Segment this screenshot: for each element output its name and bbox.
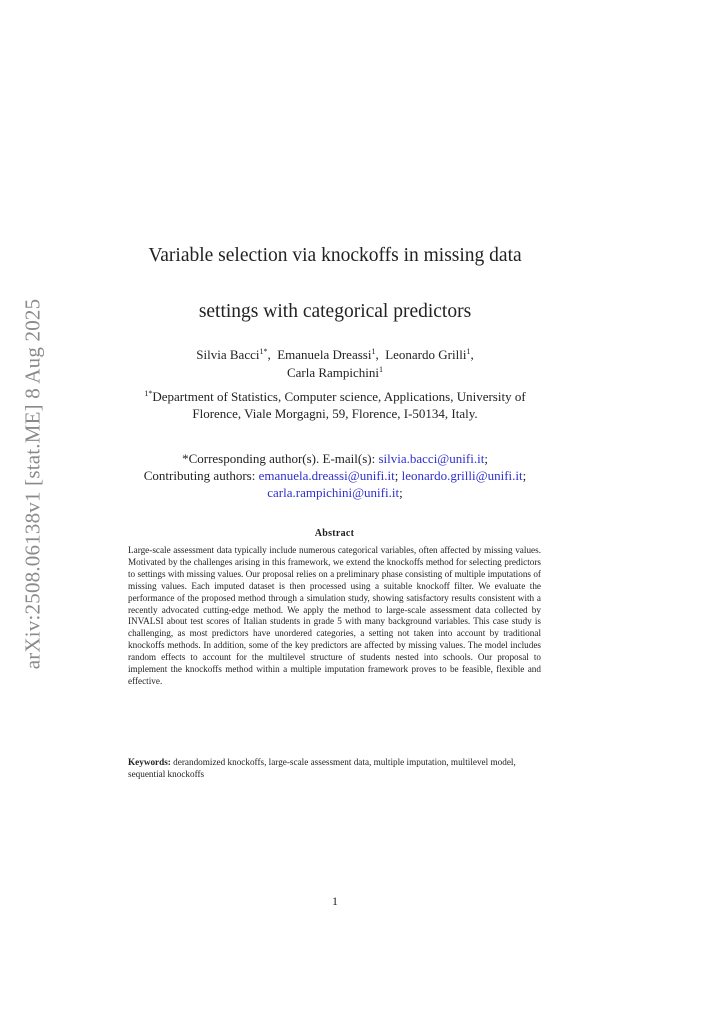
author-name: Leonardo Grilli	[385, 347, 467, 362]
paper-title-line-2: settings with categorical predictors	[198, 301, 472, 322]
author-separator: ,	[470, 347, 474, 362]
affiliation-text: Department of Statistics, Computer science, Applications, University of	[152, 389, 526, 404]
abstract-text: Large-scale assessment data typically include numerous categorical variables, often affected by missing values. Motivated by the challenges arising in this framework, we extend the knockoffs method for selecting predictors to settings with missing values. Our proposal relies on a preliminary phase consisting of multiple imputations of missing values. Each imputed dataset is then processed using a suitable knockoff filter. We evaluate the performance of the proposed method through a simulation study, showing satisfactory results consistent with a recently advocated cutting-edge method. We apply the method to large-scale assessment data collected by INVALSI about test scores of Italian students in grade 5 with many background variables. This case study is challenging, as most predictors have unordered categories, a setting not taken into account by traditional knockoffs methods. In addition, some of the key predictors are affected by missing values. The model includes random effects to account for the multilevel structure of students nested into schools. Our proposal to implement the knockoffs method within a multiple imputation framework proves to be feasible, flexible and effective.	[128, 545, 541, 686]
author-name: Silvia Bacci	[196, 347, 260, 362]
author-name: Carla Rampichini	[286, 365, 380, 380]
corresponding-author-line	[60, 451, 610, 467]
email-link[interactable]: silvia.bacci@unifi.it	[378, 451, 485, 466]
contributing-authors-line	[60, 468, 610, 484]
author-affiliation-mark: 1	[371, 347, 376, 356]
contributing-authors-line-2	[60, 485, 610, 501]
email-separator: ;	[522, 468, 527, 483]
author-affiliation-mark: 1	[466, 347, 471, 356]
affiliation-line-1	[60, 389, 610, 405]
paper-title-line-1: Variable selection via knockoffs in missing data	[148, 245, 522, 266]
author-list-line-2	[60, 365, 610, 381]
author-name: Emanuela Dreassi	[277, 347, 372, 362]
keywords	[128, 757, 541, 781]
arxiv-stamp-text[interactable]: arXiv:2508.06138v1 [stat.ME] 8 Aug 2025	[20, 298, 45, 670]
email-link[interactable]: emanuela.dreassi@unifi.it	[258, 468, 395, 483]
email-separator: ;	[394, 468, 399, 483]
contributing-label: Contributing authors:	[143, 468, 259, 483]
corresponding-label: *Corresponding author(s). E-mail(s):	[182, 451, 379, 466]
email-link[interactable]: leonardo.grilli@unifi.it	[401, 468, 523, 483]
keywords-label: Keywords:	[128, 757, 171, 767]
author-affiliation-mark: 1	[379, 365, 384, 374]
author-separator: ,	[375, 347, 386, 362]
keywords-text: derandomized knockoffs, large-scale assessment data, multiple imputation, multilevel model, sequential knockoffs	[128, 757, 516, 779]
email-link[interactable]: carla.rampichini@unifi.it	[267, 485, 400, 500]
author-separator: ,	[267, 347, 278, 362]
affiliation-line-2: Florence, Viale Morgagni, 59, Florence, I-50134, Italy.	[192, 406, 478, 421]
abstract-heading: Abstract	[314, 528, 355, 539]
email-separator: ;	[484, 451, 488, 466]
author-affiliation-mark: 1*	[259, 347, 268, 356]
affiliation-mark: 1*	[144, 389, 153, 398]
author-list	[60, 347, 610, 363]
page-number: 1	[332, 894, 338, 908]
email-separator: ;	[399, 485, 403, 500]
